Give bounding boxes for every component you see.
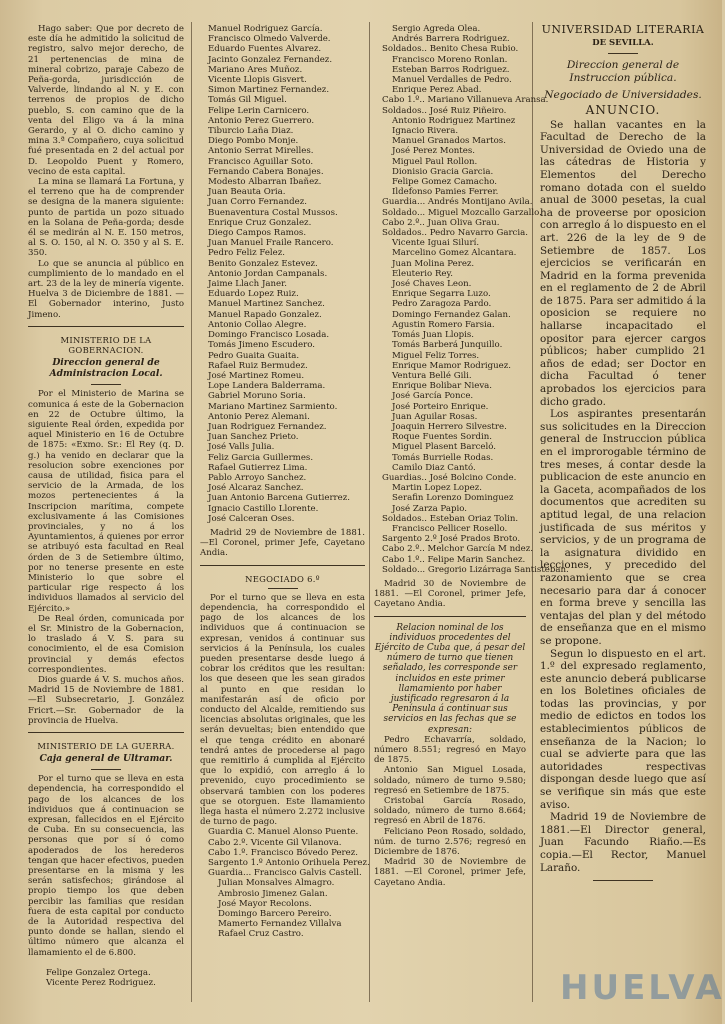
list-item: Eduardo Fuentes Alvarez. <box>208 44 322 55</box>
list-item: Felipe Lerin Carnicero. <box>208 105 310 116</box>
list-item: Juan Rodriguez Fernandez. <box>208 421 327 432</box>
list-item: Diego Campos Ramos. <box>208 228 307 239</box>
list-item: Roque Fuentes Sordin. <box>392 432 492 443</box>
section-divider <box>593 880 653 881</box>
mining-notice-paragraph: Lo que se anuncia al público en cumplimiento de lo mandado en el art. 23 de la ley de minería vigente. Huelva 3 de Diciembre de 1881. —El Gobernador interino, Justo Jimeno. <box>28 258 184 320</box>
short-rule <box>91 384 121 385</box>
section-heading: NEGOCIADO 6.º <box>245 573 320 584</box>
section-divider <box>28 732 184 733</box>
list-item: Cabo 2.º. Vicente Gil Vilanova. <box>208 837 342 848</box>
list-item: Soldados.. Pedro Navarro Garcia. <box>382 228 528 239</box>
signature: Madrid 29 de Noviembre de 1881. —El Coronel, primer Jefe, Cayetano Andia. <box>200 527 365 559</box>
list-item: Camilo Diaz Cantó. <box>392 462 476 473</box>
list-item: Mamerto Fernandez Villalva <box>218 919 342 930</box>
list-item: Francisco Moreno Ronlan. <box>392 54 508 65</box>
list-item: José Calceran Oses. <box>208 513 295 524</box>
list-item: Francisco Aguillar Soto. <box>208 156 314 167</box>
column-3 <box>374 24 569 1000</box>
list-item: Antonio Perez Guerrero. <box>208 115 315 126</box>
list-item: Manuel Rapado Gonzalez. <box>208 309 322 320</box>
list-item: José Zarza Papio. <box>392 503 467 514</box>
mining-notice-paragraph: La mina se llamará La Fortuna, y el terreno que ha de comprender se designa de la manera siguiente: punto de partida un pozo situado en la Solana de Peña-gorda; desde él se medirán al N. E. 150 metros, al S. O. 150, al N. O. 350 y al S. E. 350. <box>28 177 184 259</box>
column-2 <box>200 24 370 1000</box>
list-item: Modesto Albarran Ibañez. <box>208 177 322 188</box>
list-item: Pedro Guaita Guaita. <box>208 350 300 361</box>
list-item: Eleuterio Rey. <box>392 268 453 279</box>
list-item: Juan Aguilar Rosas. <box>392 411 478 422</box>
list-item: Miguel Paul Rollon. <box>392 156 478 167</box>
list-item: Soldado... Miguel Mozcallo Garzallo. <box>382 207 542 218</box>
list-item: Martin Lopez Lopez. <box>392 483 482 494</box>
list-item: Tomás Barberá Junquillo. <box>392 340 503 351</box>
list-item: Benito Gonzalez Estevez. <box>208 258 318 269</box>
list-item: Enrique Mamor Rodriguez. <box>392 360 511 371</box>
list-item: Juan Sanchez Prieto. <box>208 432 299 443</box>
body-paragraph: Pedro Echavarría, soldado, número 8.551; regresó en Mayo de 1875. <box>374 734 526 766</box>
list-item: Sergio Agreda Olea. <box>392 24 481 34</box>
list-item: Manuel Martinez Sanchez. <box>208 299 325 310</box>
list-item: Pedro Zaragoza Pardo. <box>392 299 492 310</box>
list-item: José Mayor Recolons. <box>218 898 312 909</box>
office-heading: Negociado de Universidades. <box>544 89 702 102</box>
list-item: José Perez Montes. <box>392 146 475 157</box>
body-paragraph: Antonio San Miguel Losada, soldado, número de turno 9.580; regresó en Setiembre de 1875. <box>374 765 526 796</box>
column-rule <box>532 22 533 1002</box>
column-rule <box>191 22 192 1002</box>
list-item: Andrés Barrera Rodriguez. <box>392 34 510 45</box>
body-paragraph: Los aspirantes presentarán sus solicitudes en la Direccion general de Instruccion pública en el improrogable término de tres meses, á contar desde la publicacion de este anuncio en la Gaceta, acompañados de los documentos que acrediten su aptitud legal, de una relacion justificada de sus méritos y servicios, y de un programa de la asignatura dividido en lecciones, y precedido del razonamiento que se crea necesario para dar á conocer en forma breve y sencilla las ventajas del plan y del método de enseñanza que en el mismo se propone. <box>540 408 706 647</box>
list-item: Tiburcio Laña Diaz. <box>208 126 294 137</box>
list-item: Soldados.. Benito Chesa Rubio. <box>382 44 519 55</box>
body-paragraph: De Real órden, comunicada por el Sr. Ministro de la Gobernacion, lo traslado á V. S. para su conocimiento, el de esa Comision provincial y demás efectos correspondientes. <box>28 613 184 675</box>
list-item: Ildefonso Pamies Ferrer. <box>392 187 499 198</box>
list-item: Ambrosio Jimenez Galan. <box>218 888 328 899</box>
list-item: Soldados.. José Ruiz Piñeiro. <box>382 105 507 116</box>
list-item: Juan Antonio Barcena Gutierrez. <box>208 493 351 504</box>
column-rule <box>369 22 370 1002</box>
list-item: Lope Landera Balderrama. <box>208 381 326 392</box>
list-item: Vicente Iguai Silurí. <box>392 238 480 249</box>
list-item: Manuel Rodriguez García. <box>208 24 323 34</box>
section-divider <box>200 565 365 566</box>
list-item: Juan Molina Perez. <box>392 258 475 269</box>
list-item: José Porteiro Enrique. <box>392 401 489 412</box>
list-item: Pablo Arroyo Sanchez. <box>208 472 307 483</box>
mining-notice-paragraph: Hago saber: Que por decreto de este día he admitido la solicitud de registro, salvo mejor derecho, de 21 pertenencias de mina de mineral cobrizo, paraje Cabezo de Peña-gorda, jurisdicción de Valverde, lindando al N. y E. con terrenos de propios de dicho pueblo, S. con camino que de la venta del Eligo va á la mina Gerardo, y al O. dicho camino y mina 3.ª Compañero, cuya solicitud fué presentada en 2 del actual por D. Leopoldo Puent y Romero, vecino de esta capital. <box>28 24 184 177</box>
list-item: Juan Beauta Oria. <box>208 187 286 198</box>
list-item: Ventura Bellé Gili. <box>392 370 472 381</box>
list-item: Rafael Cruz Castro. <box>218 929 304 940</box>
list-item: Esteban Barros Rodriguez. <box>392 64 510 75</box>
list-item: Cabo 1.º.. Felipe Marin Sanchez. <box>382 554 526 565</box>
list-item: Cabo 2.º.. Melchor García M ndez. <box>382 544 533 555</box>
column-4 <box>540 24 706 1000</box>
list-item: Cabo 2.º.. Juan Oliva Grau. <box>382 217 500 228</box>
list-item: Guardia... Francisco Galvis Castell. <box>208 868 362 879</box>
list-item: Enrique Bolibar Nieva. <box>392 381 493 392</box>
short-rule <box>608 53 638 54</box>
list-item: Juan Manuel Fraile Rancero. <box>208 238 334 249</box>
body-paragraph: Segun lo dispuesto en el art. 1.º del expresado reglamento, este anuncio deberá publicarse en los Boletines oficiales de todas las provincias, y por medio de edictos en todos los establecimientos públicos de enseñanza de la Nacion; lo cual se advierte para que las autoridades respectivas dispongan desde luego que así se verifique sin más que este aviso. <box>540 647 706 811</box>
list-item: Eduardo Lopez Ruiz. <box>208 289 299 300</box>
signature: Madrid 30 de Noviembre de 1881. —El Coronel, primer Jefe, Cayetano Andia. <box>374 578 526 610</box>
name-list <box>28 968 184 988</box>
list-item: Mariano Martinez Sarmiento. <box>208 401 338 412</box>
list-item: Domingo Fernandez Galan. <box>392 309 511 320</box>
list-item: Marcelino Gomez Alcantara. <box>392 248 517 259</box>
list-item: Enrique Cruz Gonzalez. <box>208 217 312 228</box>
relation-heading: Relacion nominal de los individuos procedentes del Ejército de Cuba que, á pesar del número de turno que tienen señalado, les corresponde ser incluidos en este primer llamamiento por haber justificado regresaron á la Península á continuar sus servicios en las fechas que se expresan: <box>374 622 526 735</box>
list-item: Cabo 1.º.. Mariano Villanueva Aransa. <box>382 95 549 106</box>
list-item: Sargento 2.º José Prados Broto. <box>382 534 521 545</box>
list-item: Ignacio Castillo Llorente. <box>208 503 319 514</box>
list-item: Antonio Jordan Campanals. <box>208 268 328 279</box>
list-item: José Valls Julia. <box>208 442 275 453</box>
list-item: Jaime Llach Janer. <box>208 279 288 290</box>
list-item: Guardias.. José Bolcino Conde. <box>382 472 517 483</box>
list-item: Rafael Ruiz Bermudez. <box>208 360 308 371</box>
short-rule <box>268 588 298 589</box>
list-item: Francisco Olmedo Valverde. <box>208 34 331 45</box>
short-rule <box>91 769 121 770</box>
list-item: Tomás Jimeno Escudero. <box>208 340 316 351</box>
list-item: Domingo Barcero Pereiro. <box>218 909 332 920</box>
name-list <box>200 827 370 940</box>
list-item: Tomás Gil Miguel. <box>208 95 287 106</box>
list-item: José García Ponce. <box>392 391 474 402</box>
list-item: Antonio Perez Alemani. <box>208 411 310 422</box>
direction-heading: Direccion general de Instruccion pública. <box>566 59 680 84</box>
list-item: Jacinto Gonzalez Fernandez. <box>208 54 333 65</box>
list-item: Antonio Serrat Mirelles. <box>208 146 314 157</box>
list-item: Manuel Granados Martos. <box>392 136 506 147</box>
list-item: José Martinez Romeu. <box>208 370 305 381</box>
list-item: Manuel Verdalles de Pedro. <box>392 75 512 86</box>
list-item: Miguel Feliz Torres. <box>392 350 480 361</box>
list-item: Enrique Segarra Luzo. <box>392 289 491 300</box>
body-paragraph: Feliciano Peon Rosado, soldado, núm. de turno 2.576; regresó en Diciembre de 1876. <box>374 826 526 858</box>
list-item: José Chaves Leon. <box>392 279 472 290</box>
list-item: Feliz Garcia Guillermes. <box>208 452 314 463</box>
section-heading: MINISTERIO DE LA GOBERNACION. <box>60 334 152 356</box>
signature: Madrid 30 de Noviembre de 1881. —El Coronel, primer Jefe, Cayetano Andia. <box>374 857 526 888</box>
list-item: Agustin Romero Farsia. <box>392 319 495 330</box>
list-item: Gabriel Moruno Soria. <box>208 391 306 402</box>
list-item: Domingo Francisco Losada. <box>208 330 330 341</box>
archive-watermark: HUELVA <box>560 968 725 1008</box>
list-item: Buenaventura Costal Mussos. <box>208 207 338 218</box>
list-item: Simon Martinez Fernandez. <box>208 85 330 96</box>
name-list <box>374 24 569 575</box>
list-item: Enrique Perez Abad. <box>392 85 482 96</box>
list-item: Joaquin Herrero Silvestre. <box>392 421 507 432</box>
list-item: Serafin Lorenzo Dominguez <box>392 493 514 504</box>
list-item: Felipe Gomez Camacho. <box>392 177 498 188</box>
list-item: Soldado... Gregorio Lizárraga Santisteban. <box>382 564 569 575</box>
list-item: Vicente Perez Rodriguez. <box>46 978 156 989</box>
list-item: Guardia... Andrés Montijano Avila. <box>382 197 533 208</box>
list-item: Antonio Rodriguez Martinez <box>392 115 516 126</box>
section-divider <box>374 616 526 617</box>
column-1 <box>28 24 184 1000</box>
list-item: Sargento 1.º Antonio Orihuela Perez. <box>208 858 370 869</box>
name-list <box>200 24 365 524</box>
body-paragraph: Por el turno que se lleva en esta dependencia, ha correspondido el pago de los alcances de los individuos que á continuacion se expresan, fallecidos en el Ejército de Cuba. En su consecuencia, las personas que por sí ó como apoderados de los herederos tengan que hacer efectivos, pueden presentarse en la misma y les serán satisfechos; girándose al propio tiempo los que deben percibir las familias que residan fuera de esta capital por conducto de la Autoridad respectiva del punto donde se hallan, siendo el último número que alcanza el llamamiento el de 6.800. <box>28 774 184 958</box>
list-item: Fernando Cabera Bonajes. <box>208 166 324 177</box>
list-item: Miguel Plasent Barceló. <box>392 442 496 453</box>
list-item: Ignacio Rivera. <box>392 126 459 137</box>
university-heading: UNIVERSIDAD LITERARIA <box>541 23 705 36</box>
body-paragraph: Se hallan vacantes en la Facultad de Derecho de la Universidad de Oviedo una de las cátedras de Historia y Elementos del Derecho romano dotada con el sueldo anual de 3000 pesetas, la cual ha de proveerse por oposicion con arreglo á lo dispuesto en el art. 226 de la ley de 9 de Setiembre de 1857. Los ejercicios se verificarán en Madrid en la forma prevenida en el reglamento de 2 de Abril de 1875. Para ser admitido á la oposicion se requiere no hallarse incapacitado el opositor para ejercer cargos públicos; haber cumplido 21 años de edad; ser Doctor en dicha Facultad ó tener aprobados los ejercicios para dicho grado. <box>540 118 706 408</box>
list-item: Diego Pombo Monje. <box>208 136 299 147</box>
list-item: Francisco Pellicer Rosello. <box>392 523 508 534</box>
list-item: Mariano Ares Muñoz. <box>208 64 303 75</box>
list-item: Felipe Gonzalez Ortega. <box>46 967 151 978</box>
list-item: Soldados.. Esteban Oriaz Tolin. <box>382 513 519 524</box>
list-item: José Alcaraz Sanchez. <box>208 483 304 494</box>
list-item: Dionisio Gracia Garcia. <box>392 166 494 177</box>
section-subheading: Caja general de Ultramar. <box>39 753 173 765</box>
list-item: Pedro Feliz Felez. <box>208 248 286 259</box>
section-subheading: Direccion general de Administracion Local. <box>49 357 163 380</box>
list-item: Cabo 1.º. Francisco Bóvedo Perez. <box>208 847 359 858</box>
body-paragraph: Cristobal García Rosado, soldado, número de turno 8.664; regresó en Abril de 1876. <box>374 796 526 827</box>
list-item: Juan Corro Fernandez. <box>208 197 307 208</box>
body-paragraph: Dios guarde á V. S. muchos años. Madrid 15 de Noviembre de 1881.—El Subsecretario, J. González Fricrt.—Sr. Gobernador de la provincia de Huelva. <box>28 674 184 726</box>
list-item: Rafael Gutierrez Lima. <box>208 462 308 473</box>
list-item: Vicente Llopis Gisvert. <box>208 75 307 86</box>
list-item: Tomás Burrielle Rodas. <box>392 452 494 463</box>
announcement-title: ANUNCIO. <box>585 102 661 117</box>
university-subheading: DE SEVILLA. <box>592 37 654 48</box>
list-item: Tomás Juan Llopis. <box>392 330 475 341</box>
signature: Madrid 19 de Noviembre de 1881.—El Director general, Juan Facundo Riaño.—Es copia.—El Rector, Manuel Laraño. <box>540 811 706 874</box>
list-item: Guardia C. Manuel Alonso Puente. <box>208 827 359 838</box>
body-paragraph: Por el Ministerio de Marina se comunica á este de la Gobernacion en 22 de Octubre último, la siguiente Real órden, expedida por aquel Ministerio en 16 de Octubre de 1875: «Exmo. Sr.: El Rey (q. D. g.) ha venido en declarar que la resolucion sobre exenciones por causa de utilidad, fisica para el servicio de la Armada, de los mozos pertenecientes á la Inscripcion marítima, compete exclusivamente á las Comisiones provinciales, y no á los Ayuntamientos, á quienes por error se atribuyó esta facultad en Real órden de 3 de Setiembre último, por no tenerse presente en este Ministerio lo que sobre el particular rige respecto á los individuos llamados al servicio del Ejército.» <box>28 389 184 614</box>
section-divider <box>28 326 184 327</box>
section-heading: MINISTERIO DE LA GUERRA. <box>37 741 175 751</box>
list-item: Antonio Collao Alegre. <box>208 319 307 330</box>
list-item: Julian Monsalves Almagro. <box>218 878 335 889</box>
body-paragraph: Por el turno que se lleva en esta dependencia, ha correspondido el pago de los alcances de los individuos que á continuacion se expresan, venidos á continuar sus servicios á la Península, los cuales pueden presentarse desde luego á cobrar los créditos que les resultan: los que deseen que les sean girados al punto en que residan lo manifestarán así de oficio por conducto del Alcalde, remitiendo sus licencias absolutas originales, que les serán devueltas; bien entendido que el que tenga crédito en abonaré tendrá antes de procederse al pago que remitirlo á cumplida al Ejército que lo expidió, con arreglo á lo prevenido, cuyo procedimiento se observará tambien con los poderes que se otorguen. Este llamamiento llega hasta el número 2.272 inclusive de turno de pago. <box>200 592 365 828</box>
